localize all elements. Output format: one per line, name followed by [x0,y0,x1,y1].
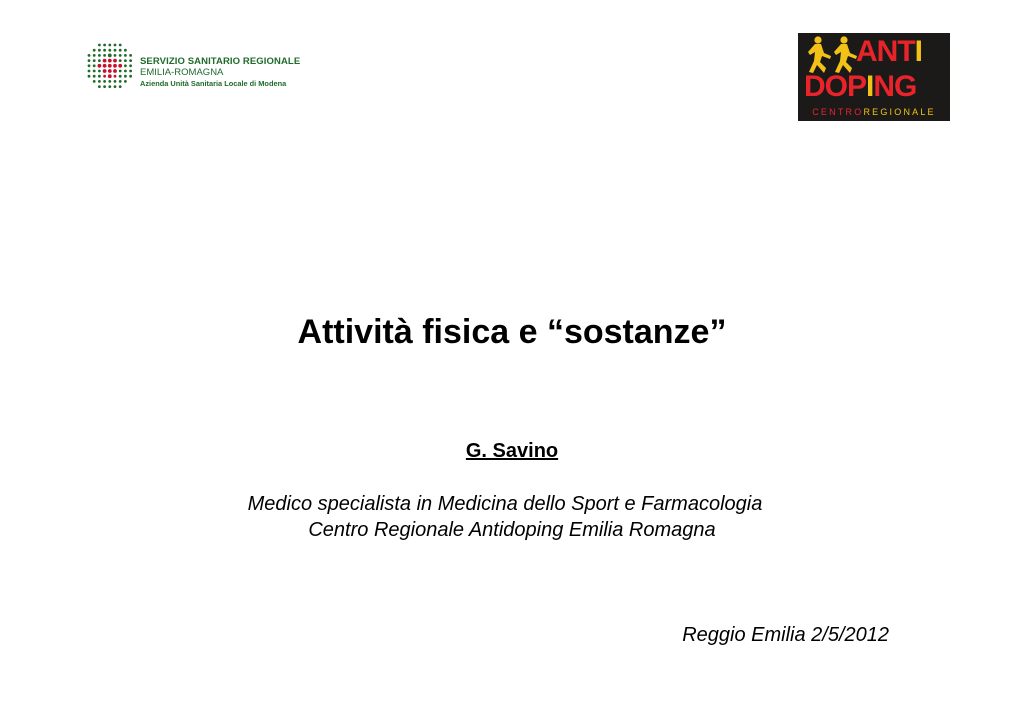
author-name [0,439,1024,463]
antidoping-logo-doping [804,71,916,103]
logo-dot [93,80,96,83]
logo-dot [98,44,101,47]
logo-dot [103,64,107,68]
logo-dot [119,85,122,88]
logo-dot [113,69,117,73]
logo-dot [108,44,111,47]
place-date: Reggio Emilia 2/5/2012 [682,624,889,646]
anti-i-text: I [914,35,922,68]
logo-dot [93,70,96,73]
logo-dot [113,59,117,63]
logo-dot [88,75,91,78]
logo-dot [113,64,117,68]
logo-dot [98,70,101,73]
logo-dot [103,69,107,73]
logo-dot [114,54,117,57]
logo-dot [129,59,132,62]
logo-dot [98,64,102,68]
logo-dot [103,54,106,57]
logo-dot [108,69,112,73]
regionale-text: REGIONALE [863,107,936,117]
logo-dot [98,54,101,57]
logo-dot [119,75,122,78]
logo-dot [108,64,112,68]
logo-dot [108,85,111,88]
slide-title: Attività fisica e “sostanze” [297,313,727,351]
ssr-logo-line1: SERVIZIO SANITARIO REGIONALE [140,56,301,67]
author-name-text: G. Savino [465,440,559,462]
logo-dot [119,59,122,62]
logo-dot [108,74,112,78]
logo-dot [129,75,132,78]
logo-dot [103,80,106,83]
logo-dot [108,59,112,63]
doping-text-a: DOP [804,70,867,103]
logo-dot [119,54,122,57]
logo-dot [103,85,106,88]
logo-dot [124,59,127,62]
logo-dot [88,54,91,57]
logo-dot [124,80,127,83]
logo-dot [103,44,106,47]
logo-dot [114,75,117,78]
logo-dot [124,70,127,73]
logo-dot [124,75,127,78]
logo-dot [108,49,111,52]
centro-text: CENTRO [812,107,864,117]
dot-grid-icon [86,42,134,90]
logo-dot [124,64,127,67]
logo-dot [114,80,117,83]
doping-text-c: NG [873,70,917,103]
logo-dot [118,64,122,68]
ssr-logo [86,42,326,94]
logo-dot [119,70,122,73]
logo-dot [98,85,101,88]
logo-dot [98,49,101,52]
ssr-logo-text [140,56,300,89]
logo-dot [103,75,106,78]
logo-dot [103,59,107,63]
logo-dot [124,49,127,52]
logo-dot [88,70,91,73]
logo-dot [93,54,96,57]
logo-dot [114,85,117,88]
logo-dot [114,44,117,47]
logo-dot [98,80,101,83]
affiliation-line1: Medico specialista in Medicina dello Sport e Farmacologia [247,493,763,515]
logo-dot [88,59,91,62]
logo-dot [129,64,132,67]
logo-dot [119,44,122,47]
affiliation-line2: Centro Regionale Antidoping Emilia Romagna [308,519,716,541]
logo-dot [88,64,91,67]
ssr-logo-line2: EMILIA-ROMAGNA [140,67,224,78]
logo-dot [129,54,132,57]
logo-dot [93,64,96,67]
logo-dot [108,54,112,58]
logo-dot [108,80,111,83]
antidoping-logo-subtitle [798,106,950,118]
logo-dot [93,49,96,52]
logo-dot [93,75,96,78]
logo-dot [98,59,101,62]
logo-dot [119,49,122,52]
logo-dot [124,54,127,57]
logo-dot [98,75,101,78]
logo-dot [119,80,122,83]
doping-i-text: I [866,70,874,103]
logo-dot [103,49,106,52]
logo-dot [114,49,117,52]
logo-dot [93,59,96,62]
anti-text: ANT [856,35,915,68]
ssr-logo-line3: Azienda Unità Sanitaria Locale di Modena [140,79,287,88]
logo-dot [129,70,132,73]
antidoping-logo-anti [856,35,922,69]
antidoping-logo [798,33,950,121]
